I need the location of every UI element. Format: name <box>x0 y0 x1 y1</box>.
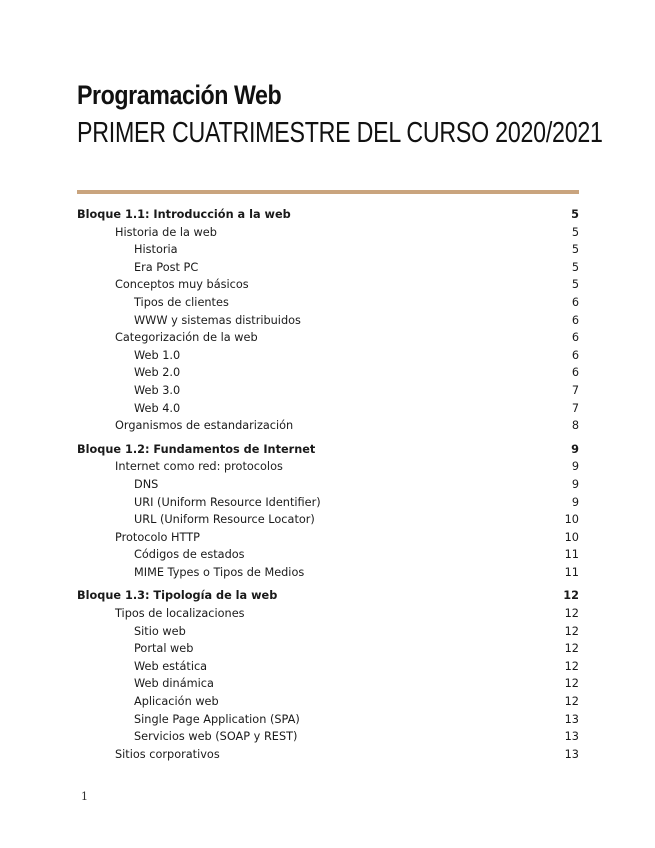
toc-entry-label: Web 4.0 <box>134 401 181 415</box>
toc-section-entry[interactable] <box>77 441 579 459</box>
toc-entry-label: Servicios web (SOAP y REST) <box>134 730 298 744</box>
toc-entry-label: Web 3.0 <box>134 383 181 397</box>
toc-entry[interactable] <box>77 224 579 242</box>
toc-entry-page: 7 <box>571 383 579 397</box>
toc-entry[interactable] <box>77 623 579 641</box>
toc-entry-page: 12 <box>564 677 579 691</box>
toc-entry-label: Historia <box>134 243 178 257</box>
toc-entry-label: Sitio web <box>134 624 186 638</box>
toc-entry-page: 10 <box>564 530 579 544</box>
toc-entry-page: 12 <box>564 659 579 673</box>
toc-entry-page: 5 <box>571 278 579 292</box>
toc-entry[interactable] <box>77 546 579 564</box>
toc-entry-page: 6 <box>571 295 579 309</box>
toc-entry[interactable] <box>77 529 579 547</box>
page-number: 1 <box>81 790 88 803</box>
toc-entry-page: 11 <box>564 565 579 579</box>
toc-entry-page: 12 <box>564 695 579 709</box>
toc-entry-page: 12 <box>564 607 579 621</box>
toc-entry-page: 8 <box>571 419 579 433</box>
toc-entry[interactable] <box>77 564 579 582</box>
toc-entry[interactable] <box>77 364 579 382</box>
toc-entry-page: 6 <box>571 331 579 345</box>
toc-entry-page: 13 <box>564 730 579 744</box>
toc-entry[interactable] <box>77 494 579 512</box>
document-title: Programación Web <box>77 80 282 110</box>
toc-entry-label: Era Post PC <box>134 260 199 274</box>
toc-entry-label: Bloque 1.2: Fundamentos de Internet <box>77 442 316 456</box>
toc-entry[interactable] <box>77 347 579 365</box>
toc-entry-label: Tipos de clientes <box>134 295 229 309</box>
toc-entry-page: 7 <box>571 401 579 415</box>
toc-entry[interactable] <box>77 476 579 494</box>
toc-entry-page: 6 <box>571 348 579 362</box>
toc-entry-page: 13 <box>564 747 579 761</box>
toc-entry[interactable] <box>77 312 579 330</box>
toc-entry-label: URL (Uniform Resource Locator) <box>134 513 315 527</box>
toc-entry-label: Web dinámica <box>134 677 214 691</box>
toc-entry-label: Bloque 1.1: Introducción a la web <box>77 208 291 221</box>
toc-entry-label: Web estática <box>134 659 208 673</box>
toc-entry-page: 9 <box>571 460 579 474</box>
toc-entry-label: Aplicación web <box>134 695 219 709</box>
toc-entry-label: Bloque 1.3: Tipología de la web <box>77 589 278 603</box>
toc-entry-page: 12 <box>563 589 579 603</box>
toc-entry-page: 11 <box>564 548 579 562</box>
toc-entry[interactable] <box>77 658 579 676</box>
title-divider <box>77 190 579 194</box>
toc-entry-label: Single Page Application (SPA) <box>134 712 300 726</box>
table-of-contents <box>77 206 579 763</box>
toc-entry-page: 10 <box>564 513 579 527</box>
toc-entry-label: WWW y sistemas distribuidos <box>134 313 301 327</box>
toc-entry-label: Web 2.0 <box>134 366 181 380</box>
toc-entry-label: Categorización de la web <box>115 331 258 345</box>
toc-entry[interactable] <box>77 241 579 259</box>
toc-entry[interactable] <box>77 511 579 529</box>
toc-section-entry[interactable] <box>77 587 579 605</box>
toc-entry-label: Historia de la web <box>115 225 217 239</box>
toc-entry[interactable] <box>77 693 579 711</box>
toc-entry-page: 13 <box>564 712 579 726</box>
toc-entry-page: 9 <box>571 442 579 456</box>
toc-entry-label: Internet como red: protocolos <box>115 460 283 474</box>
toc-entry-label: MIME Types o Tipos de Medios <box>134 565 305 579</box>
toc-entry-page: 5 <box>571 243 579 257</box>
toc-entry-label: Tipos de localizaciones <box>115 607 245 621</box>
toc-entry-label: Sitios corporativos <box>115 747 220 761</box>
toc-entry-page: 12 <box>564 624 579 638</box>
toc-entry[interactable] <box>77 294 579 312</box>
toc-entry[interactable] <box>77 711 579 729</box>
toc-entry[interactable] <box>77 728 579 746</box>
toc-entry-label: Protocolo HTTP <box>115 530 200 544</box>
toc-section-entry[interactable] <box>77 206 579 224</box>
toc-entry-page: 9 <box>571 477 579 491</box>
toc-entry[interactable] <box>77 675 579 693</box>
toc-entry[interactable] <box>77 458 579 476</box>
toc-entry-page: 5 <box>571 260 579 274</box>
toc-entry-page: 6 <box>571 313 579 327</box>
toc-entry[interactable] <box>77 417 579 435</box>
toc-entry-label: Portal web <box>134 642 194 656</box>
toc-entry-label: Conceptos muy básicos <box>115 278 249 292</box>
toc-entry-page: 6 <box>571 366 579 380</box>
toc-entry[interactable] <box>77 400 579 418</box>
toc-entry-label: DNS <box>134 477 159 491</box>
toc-entry[interactable] <box>77 329 579 347</box>
toc-entry[interactable] <box>77 746 579 764</box>
toc-entry-page: 5 <box>571 208 579 221</box>
toc-entry-page: 12 <box>564 642 579 656</box>
toc-entry-label: Organismos de estandarización <box>115 419 294 433</box>
toc-entry-label: URI (Uniform Resource Identifier) <box>134 495 321 509</box>
toc-entry-label: Códigos de estados <box>134 548 245 562</box>
toc-entry-page: 9 <box>571 495 579 509</box>
toc-entry[interactable] <box>77 640 579 658</box>
toc-entry[interactable] <box>77 605 579 623</box>
toc-entry-label: Web 1.0 <box>134 348 181 362</box>
toc-entry[interactable] <box>77 382 579 400</box>
toc-entry[interactable] <box>77 259 579 277</box>
toc-entry[interactable] <box>77 276 579 294</box>
toc-entry-page: 5 <box>571 225 579 239</box>
document-subtitle: PRIMER CUATRIMESTRE DEL CURSO 2020/2021 <box>77 117 603 149</box>
